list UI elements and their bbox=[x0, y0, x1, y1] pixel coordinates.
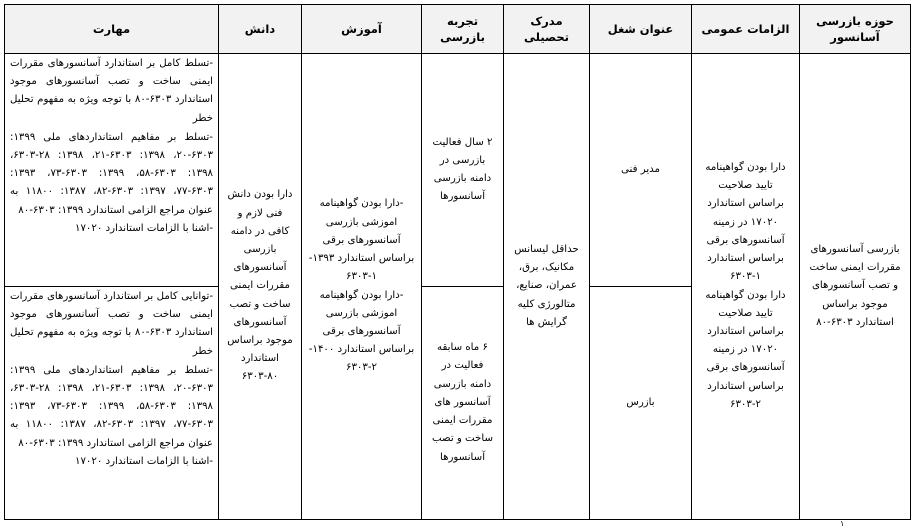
page-number: ۱ bbox=[840, 519, 845, 528]
skill-mastery-text: -تسلط کامل بر استاندارد آسانسورهای مقررات ایمنی ساخت و تصب آسانسورهای موجود استاندارد ۶۳۰۳-۸۰ با توجه ویژه به مفهوم تحلیل خطر bbox=[10, 58, 213, 124]
cell-experience: ۲ سال فعالیت بازرسی در دامنه بازرسی آسانسورها bbox=[422, 54, 504, 287]
cell-experience: ۶ ماه سابقه فعالیت در دامنه بازرسی آسانسور های مقررات ایمنی ساخت و تصب آسانسورها bbox=[422, 287, 504, 520]
cell-job-title: مدیر فنی bbox=[590, 54, 692, 287]
cell-skills bbox=[5, 54, 219, 287]
cell-general-requirements: دارا بودن گواهینامه تایید صلاحیت براساس استاندارد ۱۷۰۲۰ در زمینه آسانسورهای برقی براساس استاندارد ۶۳۰۳-۱ دارا بودن گواهینامه تایید صلاحیت براساس استاندارد ۱۷۰۲۰ در زمینه آسانسورهای برقی براساس استاندارد ۶۳۰۳-۲ bbox=[692, 54, 800, 520]
cell-domain: بازرسی آسانسورهای مقررات ایمنی ساخت و تصب آسانسورهای موجود براساس استاندارد ۶۳۰۳-۸۰ bbox=[800, 54, 911, 520]
cell-degree: حداقل لیسانس مکانیک، برق، عمران، صنایع، متالورژی کلیه گرایش ها bbox=[504, 54, 590, 520]
header-row bbox=[5, 5, 911, 54]
cell-skills bbox=[5, 287, 219, 520]
cell-education: -دارا بودن گواهینامه اموزشی بازرسی آسانسورهای برقی براساس استاندارد ۱۳۹۳- ۶۳۰۳-۱ -دارا بودن گواهینامه اموزشی بازرسی آسانسورهای برقی براساس استاندارد ۱۴۰۰- ۶۳۰۳-۲ bbox=[302, 54, 422, 520]
table-row-technical-manager bbox=[5, 54, 911, 287]
header-education: آموزش bbox=[302, 5, 422, 54]
header-experience: تجربه بازرسی bbox=[422, 5, 504, 54]
header-job-title: عنوان شغل bbox=[590, 5, 692, 54]
skill-mastery-text: -توانایی کامل بر استاندارد آسانسورهای مقررات ایمنی ساخت و تصب آسانسورهای موجود استاندارد ۶۳۰۳-۸۰ با توجه ویژه به مفهوم تحلیل خطر bbox=[10, 291, 213, 357]
inspection-requirements-table bbox=[4, 4, 911, 520]
header-degree: مدرک تحصیلی bbox=[504, 5, 590, 54]
document-page bbox=[4, 4, 910, 519]
skill-familiarity-text: -اشنا با الزامات استاندارد ۱۷۰۲۰ bbox=[74, 222, 213, 234]
header-knowledge: دانش bbox=[219, 5, 302, 54]
cell-knowledge: دارا بودن دانش فنی لازم و کافی در دامنه بازرسی آسانسورهای مقررات ایمنی ساخت و تصب آسانسورهای موجود براساس استاندارد ۶۳۰۳-۸۰ bbox=[219, 54, 302, 520]
skill-familiarity-text: -اشنا با الزامات استاندارد ۱۷۰۲۰ bbox=[74, 455, 213, 467]
cell-job-title: بازرس bbox=[590, 287, 692, 520]
header-domain: حوزه بازرسی آسانسور bbox=[800, 5, 911, 54]
skill-standards-text: -تسلط بر مفاهیم استانداردهای ملی ۱۳۹۹: ۶۳۰۳-۲۰، ۱۳۹۸: ۶۳۰۳-۲۱، ۱۳۹۸: ۲۸-۶۳۰۳، ۱۳۹۸: ۶۳۰۳-۵۸، ۱۳۹۹: ۶۳۰۳-۷۳، ۱۳۹۳: ۶۳۰۳-۷۷، ۱۳۹۷: ۶۳۰۳-۸۲، ۱۳۸۷: ۱۱۸۰۰ به عنوان مراجع الزامی استاندارد ۱۳۹۹: ۶۳۰۳-۸۰ bbox=[10, 364, 214, 449]
skill-standards-text: -تسلط بر مفاهیم استانداردهای ملی ۱۳۹۹: ۶۳۰۳-۲۰، ۱۳۹۸: ۶۳۰۳-۲۱، ۱۳۹۸: ۲۸-۶۳۰۳، ۱۳۹۸: ۶۳۰۳-۵۸، ۱۳۹۹: ۶۳۰۳-۷۳، ۱۳۹۳: ۶۳۰۳-۷۷، ۱۳۹۷: ۶۳۰۳-۸۲، ۱۳۸۷: ۱۱۸۰۰ به عنوان مراجع الزامی استاندارد ۱۳۹۹: ۶۳۰۳-۸۰ bbox=[10, 131, 214, 216]
header-general-requirements: الزامات عمومی bbox=[692, 5, 800, 54]
header-skills: مهارت bbox=[5, 5, 219, 54]
